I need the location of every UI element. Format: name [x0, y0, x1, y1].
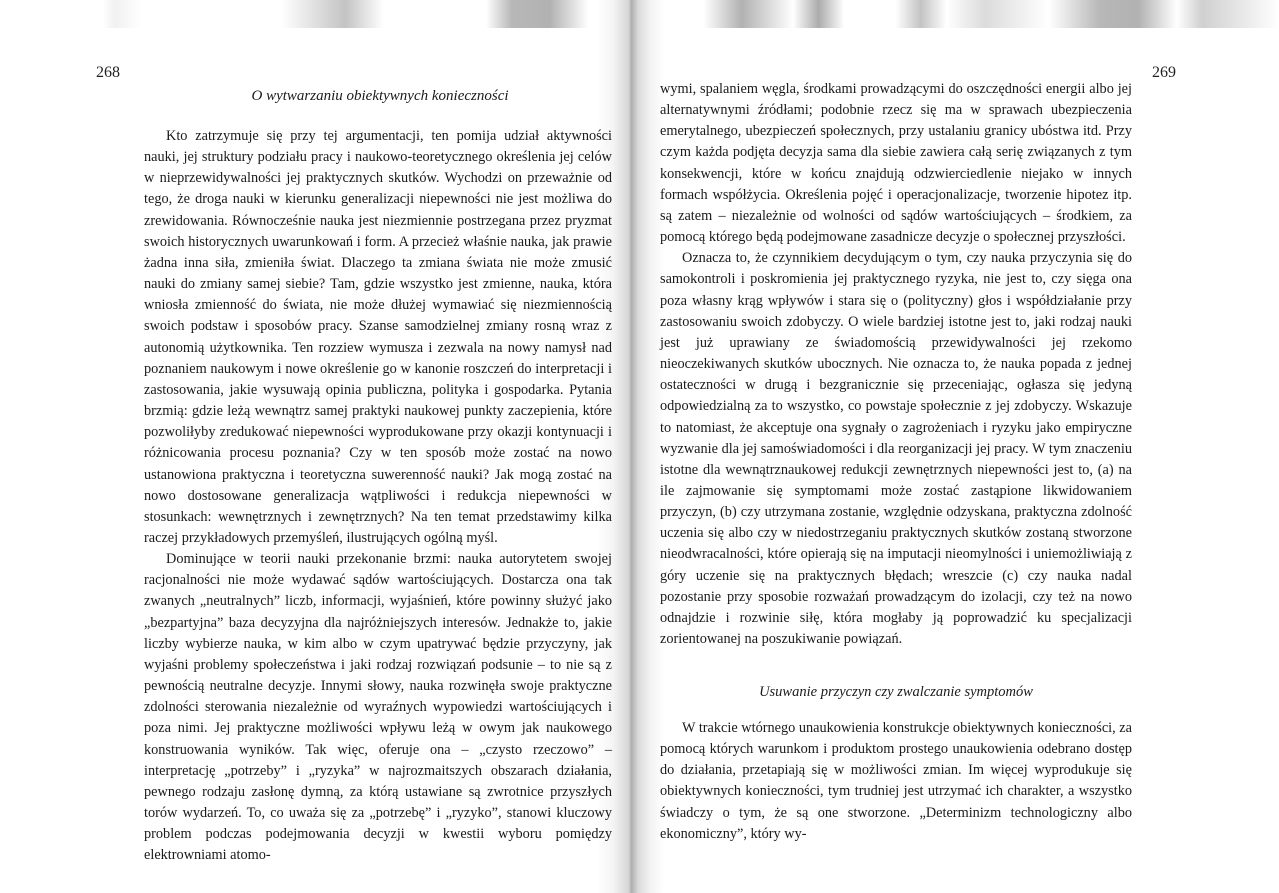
page-number-left: 268	[96, 64, 120, 81]
right-paragraph-1: wymi, spalaniem węgla, środkami prowadzącymi do oszczędności energii albo jej alternatywnymi źródłami; podobnie rzecz się ma w sprawach ubezpieczenia emerytalnego, ubezpieczeń społecznych, przy ustalaniu granicy ubóstwa itd. Przy czym każda podjęta decyzja sama dla siebie zawiera całą serię związanych z tym konsekwencji, które w końcu znajdują odzwierciedlenie niejako w innych formach współżycia. Określenia pojęć i operacjonalizacje, tworzenie hipotez itp. są zatem – niezależnie od wolności od sądów wartościujących – środkiem, za pomocą którego będą podejmowane zasadnicze decyzje o społecznej przyszłości.	[660, 81, 1132, 246]
left-page-text	[144, 126, 612, 866]
left-paragraph-2: Dominujące w teorii nauki przekonanie brzmi: nauka autorytetem swojej racjonalności nie może wydawać sądów wartościujących. Dostarcza ona tak zwanych „neutralnych” liczb, informacji, wyjaśnień, które powinny służyć jako „bezpartyjna” baza decyzyjna dla najróżniejszych interesów. Jednakże to, jakie liczby wybierze nauka, w kim albo w czym upatrywać będzie przyczyny, jak wyjaśni problemy społeczeństwa i jaki rodzaj rozwiązań podsunie – to nie są z pewnością neutralne decyzje. Innymi słowy, nauka rozwinęła swoje praktyczne zdolności sterowania niezależnie od wyraźnych wypowiedzi wartościujących i poza nimi. Jej praktyczne możliwości wpływu leżą w owym jak naukowego konstruowania wyników. Tak więc, oferuje ona – „czysto rzeczowo” – interpretację „potrzeby” i „ryzyka” w najrozmaitszych obszarach działania, pewnego rodzaju zasłonę dymną, za którą ustawiane są zwrotnice przyszłych torów wydarzeń. To, co uważa się za „potrzebę” i „ryzyko”, stanowi kluczowy problem podczas podejmowania decyzji w kwestii wyboru pomiędzy elektrowniami atomo-	[144, 551, 612, 864]
right-paragraph-3: W trakcie wtórnego unaukowienia konstrukcje obiektywnych konieczności, za pomocą których warunkom i produktom prostego unaukowienia odebrano dostęp do działania, przetapiają się w możliwości zmian. Im więcej wyprodukuje się obiektywnych konieczności, tym trudniej jest utrzymać ich charakter, a wszystko świadczy o tym, że są one stworzone. „Determinizm technologiczny albo ekonomiczny”, który wy-	[660, 720, 1132, 842]
right-paragraph-2: Oznacza to, że czynnikiem decydującym o tym, czy nauka przyczynia się do samokontroli i poskromienia jej praktycznego ryzyka, nie jest to, czy sięga ona poza własny krąg wpływów i stara się o (polityczny) głos i współdziałanie przy zastosowaniu swoich zdobyczy. O wiele bardziej istotne jest to, jaki rodzaj nauki jest już uprawiany ze świadomością przewidywalności jej rzekomo nieoczekiwanych skutków ubocznych. Nie oznacza to, że nauka popada z jednej ostateczności w drugą i bezgranicznie się przeceniając, ogłasza się jedyną odpowiedzialną za to wszystko, co powstaje społecznie z jej zdobyczy. Wskazuje to natomiast, że akceptuje ona sygnały o zagrożeniach i ryzyku jako empiryczne wyzwanie dla jej samoświadomości i dla reorganizacji jej pracy. W tym znaczeniu istotne dla wewnątrznaukowej redukcji zewnętrznych niepewności jest to, (a) na ile zajmowanie się symptomami może zostać zastąpione likwidowaniem przyczyn, (b) czy utrzymana zostanie, względnie odzyskana, praktyczna zdolność uczenia się albo czy w niedostrzeganiu praktycznych skutków zostaną stworzone nieodwracalności, które opierają się na imputacji nieomylności i uniemożliwiają z góry uczenie się na praktycznych błędach; wreszcie (c) czy nauka nadal pozostanie przy sposobie rozważań prowadzącym do izolacji, czy też na nowo odnajdzie i rozwinie siłę, która mogłaby ją poprowadzić ku specjalizacji zorientowanej na poszukiwanie powiązań.	[660, 250, 1132, 648]
section-subheading: Usuwanie przyczyn czy zwalczanie symptomów	[759, 684, 1033, 700]
right-page-text	[660, 79, 1132, 650]
page-number-right: 269	[1152, 64, 1176, 81]
left-paragraph-1: Kto zatrzymuje się przy tej argumentacji, ten pomija udział aktywności nauki, jej struktury podziału pracy i naukowo-teoretycznego określenia jej celów w nieprzewidywalności jej praktycznych skutków. Wychodzi on przeważnie od tego, że droga nauki w kierunku generalizacji niepewności nie jest możliwa do zrewidowania. Równocześnie nauka jest niezmiennie postrzegana przez pryzmat swoich historycznych uwarunkowań i form. A przecież właśnie nauka, jak prawie żadna inna siła, zmieniła świat. Dlaczego ta zmiana świata nie może zmusić nauki do zmiany samej siebie? Tam, gdzie wszystko jest zmienne, nauka, która wniosła zmienność do świata, nie może dłużej wymawiać się niezmiennością swoich podstaw i sposobów pracy. Szanse samodzielnej zmiany rosną wraz z autonomią użytkownika. Ten rozziew wymusza i zezwala na nowy namysł nad poznaniem naukowym i nowe określenie go w kanonie roszczeń do interpretacji i zastosowania, jakie wysuwają opinia publiczna, polityka i gospodarka. Pytania brzmią: gdzie leżą wewnątrz samej praktyki naukowej punkty zaczepienia, które pozwoliłyby zredukować niepewności wyprodukowane przy okazji kontynuacji i różnicowania procesu poznania? Czy w ten sposób może zostać na nowo ustanowiona praktyczna i teoretyczna suwerenność nauki? Jak mogą zostać na nowo dostosowane generalizacja wątpliwości i redukcja niepewności w stosunkach: wewnętrznych i zewnętrznych? Na ten temat przedstawimy kilka raczej przykładowych przemyśleń, ilustrujących ogólną myśl.	[144, 128, 612, 546]
right-page-text-after-subheading	[660, 718, 1132, 845]
running-head: O wytwarzaniu obiektywnych konieczności	[251, 88, 509, 104]
